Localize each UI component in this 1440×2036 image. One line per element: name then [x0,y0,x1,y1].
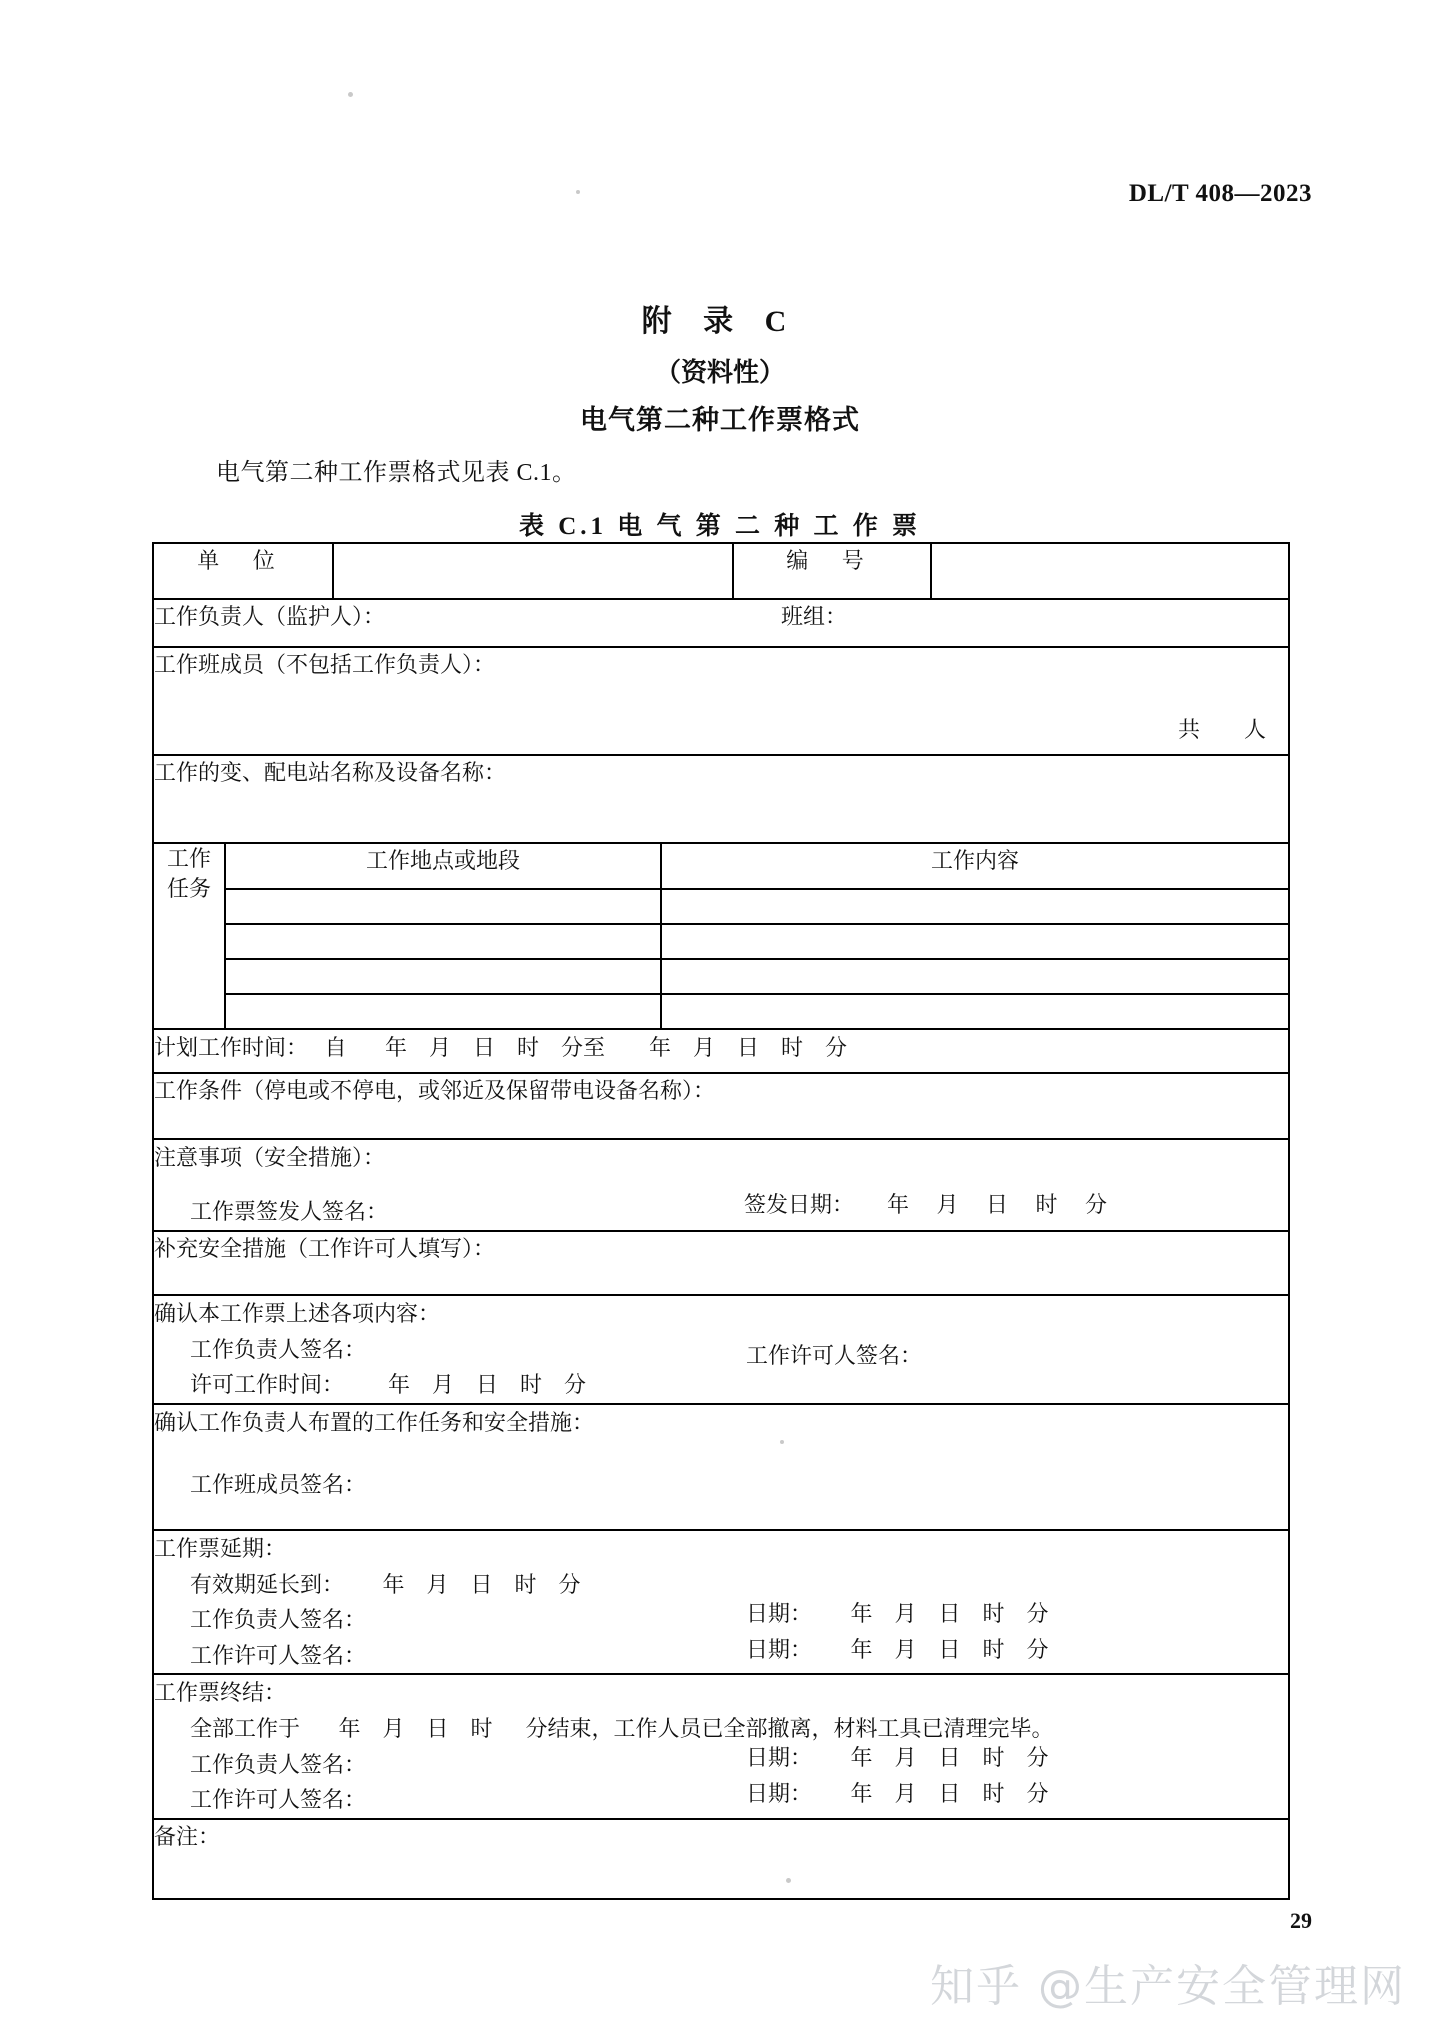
precautions-label: 注意事项（安全措施）： [154,1145,386,1170]
table-row-supplement [153,1231,1289,1295]
task-col-place-label: 工作地点或地段 [366,848,521,873]
members-cell[interactable] [153,647,1289,755]
task-label-line-2: 任务 [166,875,211,901]
standard-code-header: DL/T 408—2023 [1128,180,1312,207]
confirm-contents-cell[interactable] [153,1295,1289,1404]
annex-kind: （资料性） [654,358,785,387]
table-caption: 表 C.1 电 气 第 二 种 工 作 票 [518,513,922,540]
work-condition-label: 工作条件（停电或不停电，或邻近及保留带电设备名称）： [154,1078,716,1103]
annex-title: 附 录 C [641,305,799,338]
table-row-task-entry [153,994,1289,1029]
table-row-members [153,647,1289,755]
remarks-cell[interactable] [153,1819,1289,1899]
scan-speck [348,92,353,97]
extension-leader-date-label: 日期： 年 月 日 时 分 [746,1600,1049,1626]
extension-cell[interactable] [153,1530,1289,1675]
confirm-task-label: 确认工作负责人布置的工作任务和安全措施： [154,1409,595,1435]
work-permit-form-table [152,542,1290,1900]
confirm-task-cell[interactable] [153,1404,1289,1530]
confirm-leader-sign-label: 工作负责人签名： [190,1336,367,1362]
termination-all-work-label: 全部工作于 年 月 日 时 分结束，工作人员已全部撤离，材料工具已清理完毕。 [190,1716,1054,1741]
team-label-cell[interactable] [661,599,1289,647]
termination-permitter-date-label: 日期： 年 月 日 时 分 [746,1781,1049,1807]
members-count: 共 人 [1178,717,1267,742]
confirm-sign-row [154,1332,1288,1368]
supplement-label: 补充安全措施（工作许可人填写）： [154,1236,496,1261]
members-sign-row [154,1467,1288,1503]
issuer-sign-label: 工作票签发人签名： [190,1198,389,1224]
station-label: 工作的变、配电站名称及设备名称： [154,760,507,785]
permit-time-label: 许可工作时间： 年 月 日 时 分 [190,1372,587,1398]
task-place-cell[interactable] [225,959,661,994]
extension-valid-to-label: 有效期延长到： 年 月 日 时 分 [190,1571,581,1597]
table-row-station [153,755,1289,843]
precautions-cell[interactable] [153,1139,1289,1231]
extension-permitter-date-label: 日期： 年 月 日 时 分 [746,1636,1049,1662]
team-label: 班组： [781,604,848,629]
table-row-task-entry [153,924,1289,959]
remarks-label: 备注： [154,1823,221,1849]
table-row-task-entry [153,889,1289,924]
table-row-precautions [153,1139,1289,1231]
task-content-cell[interactable] [661,889,1289,924]
extension-permitter-sign-label: 工作许可人签名： [190,1642,367,1668]
table-row-extension [153,1530,1289,1675]
intro-paragraph: 电气第二种工作票格式见表 C.1。 [216,460,577,486]
termination-permitter-sign-label: 工作许可人签名： [190,1787,367,1813]
table-row-confirm-contents [153,1295,1289,1404]
leader-label-cell[interactable] [153,599,661,647]
task-content-cell[interactable] [661,959,1289,994]
table-row-unit [153,543,1289,599]
termination-leader-date-label: 日期： 年 月 日 时 分 [746,1745,1049,1771]
members-sign-label: 工作班成员签名： [190,1471,367,1497]
plan-time-cell[interactable] [153,1029,1289,1073]
table-row-confirm-task [153,1404,1289,1530]
table-row-leader [153,599,1289,647]
extension-leader-row [154,1602,1288,1638]
task-section-label-cell [153,843,225,1029]
extension-permitter-row [154,1638,1288,1674]
table-row-plan-time [153,1029,1289,1073]
serial-value-cell[interactable] [931,543,1289,599]
task-content-cell[interactable] [661,924,1289,959]
task-label-line-1: 工作 [166,846,211,871]
serial-label-cell [733,543,931,599]
termination-title: 工作票终结： [154,1680,287,1706]
extension-valid-row [154,1567,1288,1603]
unit-label: 单 位 [197,548,289,573]
task-place-cell[interactable] [225,924,661,959]
work-condition-cell[interactable] [153,1073,1289,1139]
termination-permitter-row [154,1782,1288,1818]
permit-time-row [154,1367,1288,1403]
task-col-content-label: 工作内容 [931,848,1020,873]
task-content-cell[interactable] [661,994,1289,1029]
members-label: 工作班成员（不包括工作负责人）： [154,652,496,677]
issue-date-label: 签发日期： 年 月 日 时 分 [744,1192,1108,1217]
confirm-permitter-sign-label: 工作许可人签名： [746,1343,923,1368]
termination-leader-row [154,1747,1288,1783]
table-row-task-header [153,843,1289,889]
unit-value-cell[interactable] [333,543,733,599]
watermark: 知乎 @生产安全管理网 [930,1961,1406,2012]
page-number: 29 [1290,1908,1312,1933]
issuer-sign-row [154,1194,1288,1230]
unit-label-cell [153,543,333,599]
scan-speck [576,190,580,194]
serial-label: 编 号 [786,548,878,573]
table-row-remarks [153,1819,1289,1899]
termination-work-row [154,1711,1288,1747]
supplement-cell[interactable] [153,1231,1289,1295]
annex-name: 电气第二种工作票格式 [580,405,860,435]
leader-label: 工作负责人（监护人）： [154,604,386,629]
task-col-content-header [661,843,1289,889]
extension-title: 工作票延期： [154,1535,287,1561]
extension-leader-sign-label: 工作负责人签名： [190,1607,367,1633]
task-place-cell[interactable] [225,994,661,1029]
table-row-task-entry [153,959,1289,994]
table-row-work-condition [153,1073,1289,1139]
task-place-cell[interactable] [225,889,661,924]
station-cell[interactable] [153,755,1289,843]
plan-time-label: 计划工作时间： 自 年 月 日 时 分至 年 月 日 时 分 [154,1035,848,1060]
table-row-termination [153,1674,1289,1819]
termination-cell[interactable] [153,1674,1289,1819]
confirm-contents-label: 确认本工作票上述各项内容： [154,1301,441,1326]
task-col-place-header [225,843,661,889]
termination-leader-sign-label: 工作负责人签名： [190,1751,367,1777]
